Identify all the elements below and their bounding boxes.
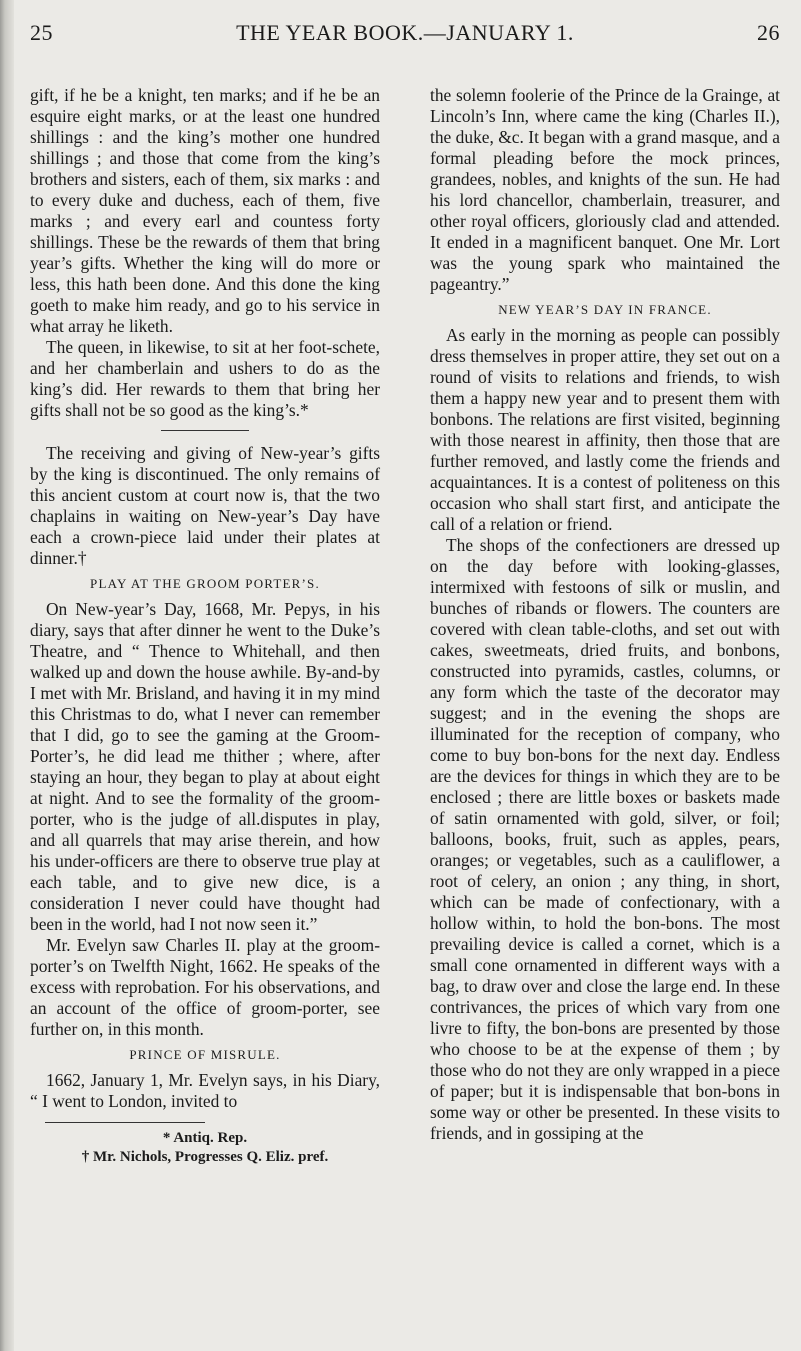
paragraph: the solemn foolerie of the Prince de la Grainge, at Lincoln’s Inn, where came the king (Charles II.), the duke, &c. It began with a grand masque, and a formal pleading before the mock princes, grandees, nobles, and knights of the sun. He had his lord chancellor, chamberlain, treasurer, and other royal officers, gloriously clad and attended. It ended in a magnificent banquet. One Mr. Lort was the young spark who maintained the pageantry.” (430, 85, 780, 294)
footnote: * Antiq. Rep. (162, 1130, 248, 1146)
section-heading: PRINCE OF MISRULE. (129, 1047, 281, 1062)
section-heading: NEW YEAR’S DAY IN FRANCE. (498, 302, 712, 317)
left-column (30, 85, 380, 1167)
paragraph: The queen, in likewise, to sit at her foot-schete, and her chamberlain and ushers to do as the king’s did. Her rewards to them that bring her gifts shall not be so good as the king’s.* (30, 337, 380, 420)
section-heading: PLAY AT THE GROOM PORTER’S. (90, 576, 320, 591)
footnote: † Mr. Nichols, Progresses Q. Eliz. pref. (81, 1149, 329, 1165)
section-divider (161, 430, 249, 431)
footnote-divider (45, 1122, 205, 1123)
paragraph: On New-year’s Day, 1668, Mr. Pepys, in his diary, says that after dinner he went to the Duke’s Theatre, and “ Thence to Whitehall, and then walked up and down the house awhile. By-and-by I met with Mr. Brisland, and having it in my mind this Christmas to do, what I never can remember that I did, go to see the gaming at the Groom-Porter’s, he did lead me thither ; where, after staying an hour, they began to play at about eight at night. And to see the formality of the groom-porter, who is the judge of all.disputes in play, and all quarrels that may arise therein, and how his under-officers are there to observe true play at each table, and to give new dice, is a consideration I never could have thought had been in the world, had I not now seen it.” (30, 599, 380, 934)
running-title: THE YEAR BOOK.—JANUARY 1. (236, 20, 574, 45)
paragraph: The receiving and giving of New-year’s gifts by the king is discontinued. The only remains of this ancient custom at court now is, that the two chaplains in waiting on New-year’s Day have each a crown-piece laid under their plates at dinner.† (30, 443, 380, 568)
page-header (30, 20, 780, 52)
page-number-right: 26 (757, 20, 780, 45)
paragraph: gift, if he be a knight, ten marks; and if he be an esquire eight marks, or at the least one hundred shillings : and the king’s mother one hundred shillings ; and those that come from the king’s brothers and sisters, each of them, six marks : and to every duke and duchess, each of them, five marks ; and every earl and countess forty shillings. These be the rewards of them that bring year’s gifts. Whether the king will do more or less, this hath been done. And this done the king goeth to make him ready, and go to his service in what array he liketh. (30, 85, 380, 336)
page-number-left: 25 (30, 20, 53, 45)
paragraph: 1662, January 1, Mr. Evelyn says, in his Diary, “ I went to London, invited to (30, 1070, 380, 1111)
right-column (430, 85, 780, 1144)
paragraph: Mr. Evelyn saw Charles II. play at the groom-porter’s on Twelfth Night, 1662. He speaks of the excess with reprobation. For his observations, and an account of the office of groom-porter, see further on, in this month. (30, 935, 380, 1039)
paragraph: As early in the morning as people can possibly dress themselves in proper attire, they set out on a round of visits to relations and friends, to wish them a happy new year and to present them with bonbons. The relations are first visited, beginning with those nearest in affinity, then those that are further removed, and lastly come the friends and acquaintances. It is a contest of politeness on this occasion who shall start first, and anticipate the call of a relation or friend. (430, 325, 780, 534)
paragraph: The shops of the confectioners are dressed up on the day before with looking-glasses, intermixed with festoons of silk or muslin, and bunches of ribands or flowers. The counters are covered with clean table-cloths, and set out with cakes, sweetmeats, dried fruits, and bonbons, constructed into pyramids, castles, columns, or any form which the taste of the decorator may suggest; and in the evening the shops are illuminated for the reception of company, who come to buy bon-bons for the next day. Endless are the devices for things in which they are to be enclosed ; there are little boxes or baskets made of satin ornamented with gold, silver, or foil; balloons, books, fruit, such as apples, pears, oranges; or vegetables, such as a cauliflower, a root of celery, an onion ; any thing, in short, which can be made of confectionary, with a hollow within, to hold the bon-bons. The most prevailing device is called a cornet, which is a small cone ornamented in different ways with a bag, to draw over and close the large end. In these contrivances, the prices of which vary from one livre to fifty, the bon-bons are presented by those who choose to be at the expense of them ; by those who do not they are only wrapped in a piece of paper; but it is indispensable that bon-bons in some way or other be presented. In these visits to friends, and in gossiping at the (430, 535, 780, 1143)
book-spine-shadow (0, 0, 14, 1351)
